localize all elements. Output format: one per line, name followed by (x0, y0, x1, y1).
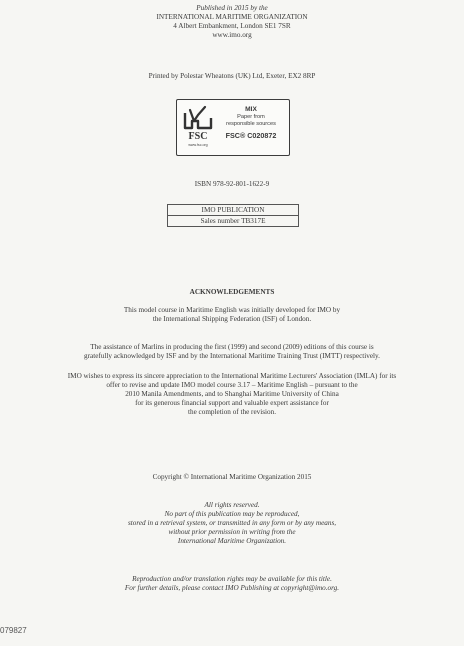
published-line: Published in 2015 by the (196, 4, 268, 12)
fsc-sub2: responsible sources (226, 120, 276, 127)
publisher-block (0, 4, 464, 40)
ack-paragraph-1 (0, 306, 464, 324)
rights-line: No part of this publication may be reproduced, (164, 510, 300, 518)
ack-p3-line: offer to revise and update IMO model course 3.17 – Maritime English – pursuant to the (106, 381, 358, 389)
fsc-sub1: Paper from (237, 114, 265, 120)
rights-line: International Maritime Organization. (177, 537, 287, 545)
website-line: www.imo.org (212, 31, 252, 39)
ack-paragraph-2 (0, 343, 464, 361)
reproduction-line: For further details, please contact IMO Publishing at copyright@imo.org. (124, 584, 340, 592)
printer-line: Printed by Polestar Wheatons (UK) Ltd, Exeter, EX2 8RP (148, 72, 316, 80)
fsc-mix: MIX (245, 106, 257, 113)
acknowledgements-title: ACKNOWLEDGEMENTS (189, 288, 275, 296)
rights-line: All rights reserved. (204, 501, 260, 509)
copyright-notice: Copyright © International Maritime Organization 2015 (152, 473, 312, 481)
fsc-text (217, 106, 285, 141)
fsc-code: FSC® C020872 (225, 131, 277, 140)
fsc-logo-url: www.fsc.org (188, 143, 208, 147)
ack-p1-line: This model course in Maritime English was initially developed for IMO by (123, 306, 341, 314)
ack-p1-line: the International Shipping Federation (ISF) of London. (152, 315, 312, 323)
sales-number: Sales number TB317E (200, 217, 266, 225)
ack-p2-line: gratefully acknowledged by ISF and by the International Maritime Training Trust (IMTT) respectively. (84, 352, 380, 360)
publication-box (167, 204, 299, 227)
isbn: ISBN 978-92-801-1622-9 (194, 180, 270, 188)
ack-p3-line: 2010 Manila Amendments, and to Shanghai Maritime University of China (125, 390, 339, 398)
address-line: 4 Albert Embankment, London SE1 7SR (173, 22, 291, 30)
barcode-number: 079827 (0, 626, 27, 635)
reproduction-line: Reproduction and/or translation rights may be available for this title. (132, 575, 332, 583)
ack-p2-line: The assistance of Marlins in producing the first (1999) and second (2009) editions of this course is (90, 343, 374, 351)
rights-line: stored in a retrieval system, or transmitted in any form or by any means, (127, 519, 337, 527)
ack-p3-line: the completion of the revision. (187, 408, 277, 416)
rights-line: without prior permission in writing from the (168, 528, 296, 536)
organization-name: INTERNATIONAL MARITIME ORGANIZATION (156, 13, 308, 21)
ack-paragraph-3 (0, 372, 464, 417)
fsc-logo-text: FSC (188, 131, 208, 142)
ack-p3-line: for its generous financial support and valuable expert assistance for (135, 399, 329, 407)
ack-p3-line: IMO wishes to express its sincere appreciation to the International Maritime Lecturers' Association (IMLA) for its (67, 372, 397, 380)
rights-notice (0, 501, 464, 546)
publication-label: IMO PUBLICATION (168, 205, 298, 216)
fsc-tree-checkmark-icon (181, 104, 215, 150)
reproduction-notice (0, 575, 464, 593)
fsc-label (176, 99, 290, 156)
